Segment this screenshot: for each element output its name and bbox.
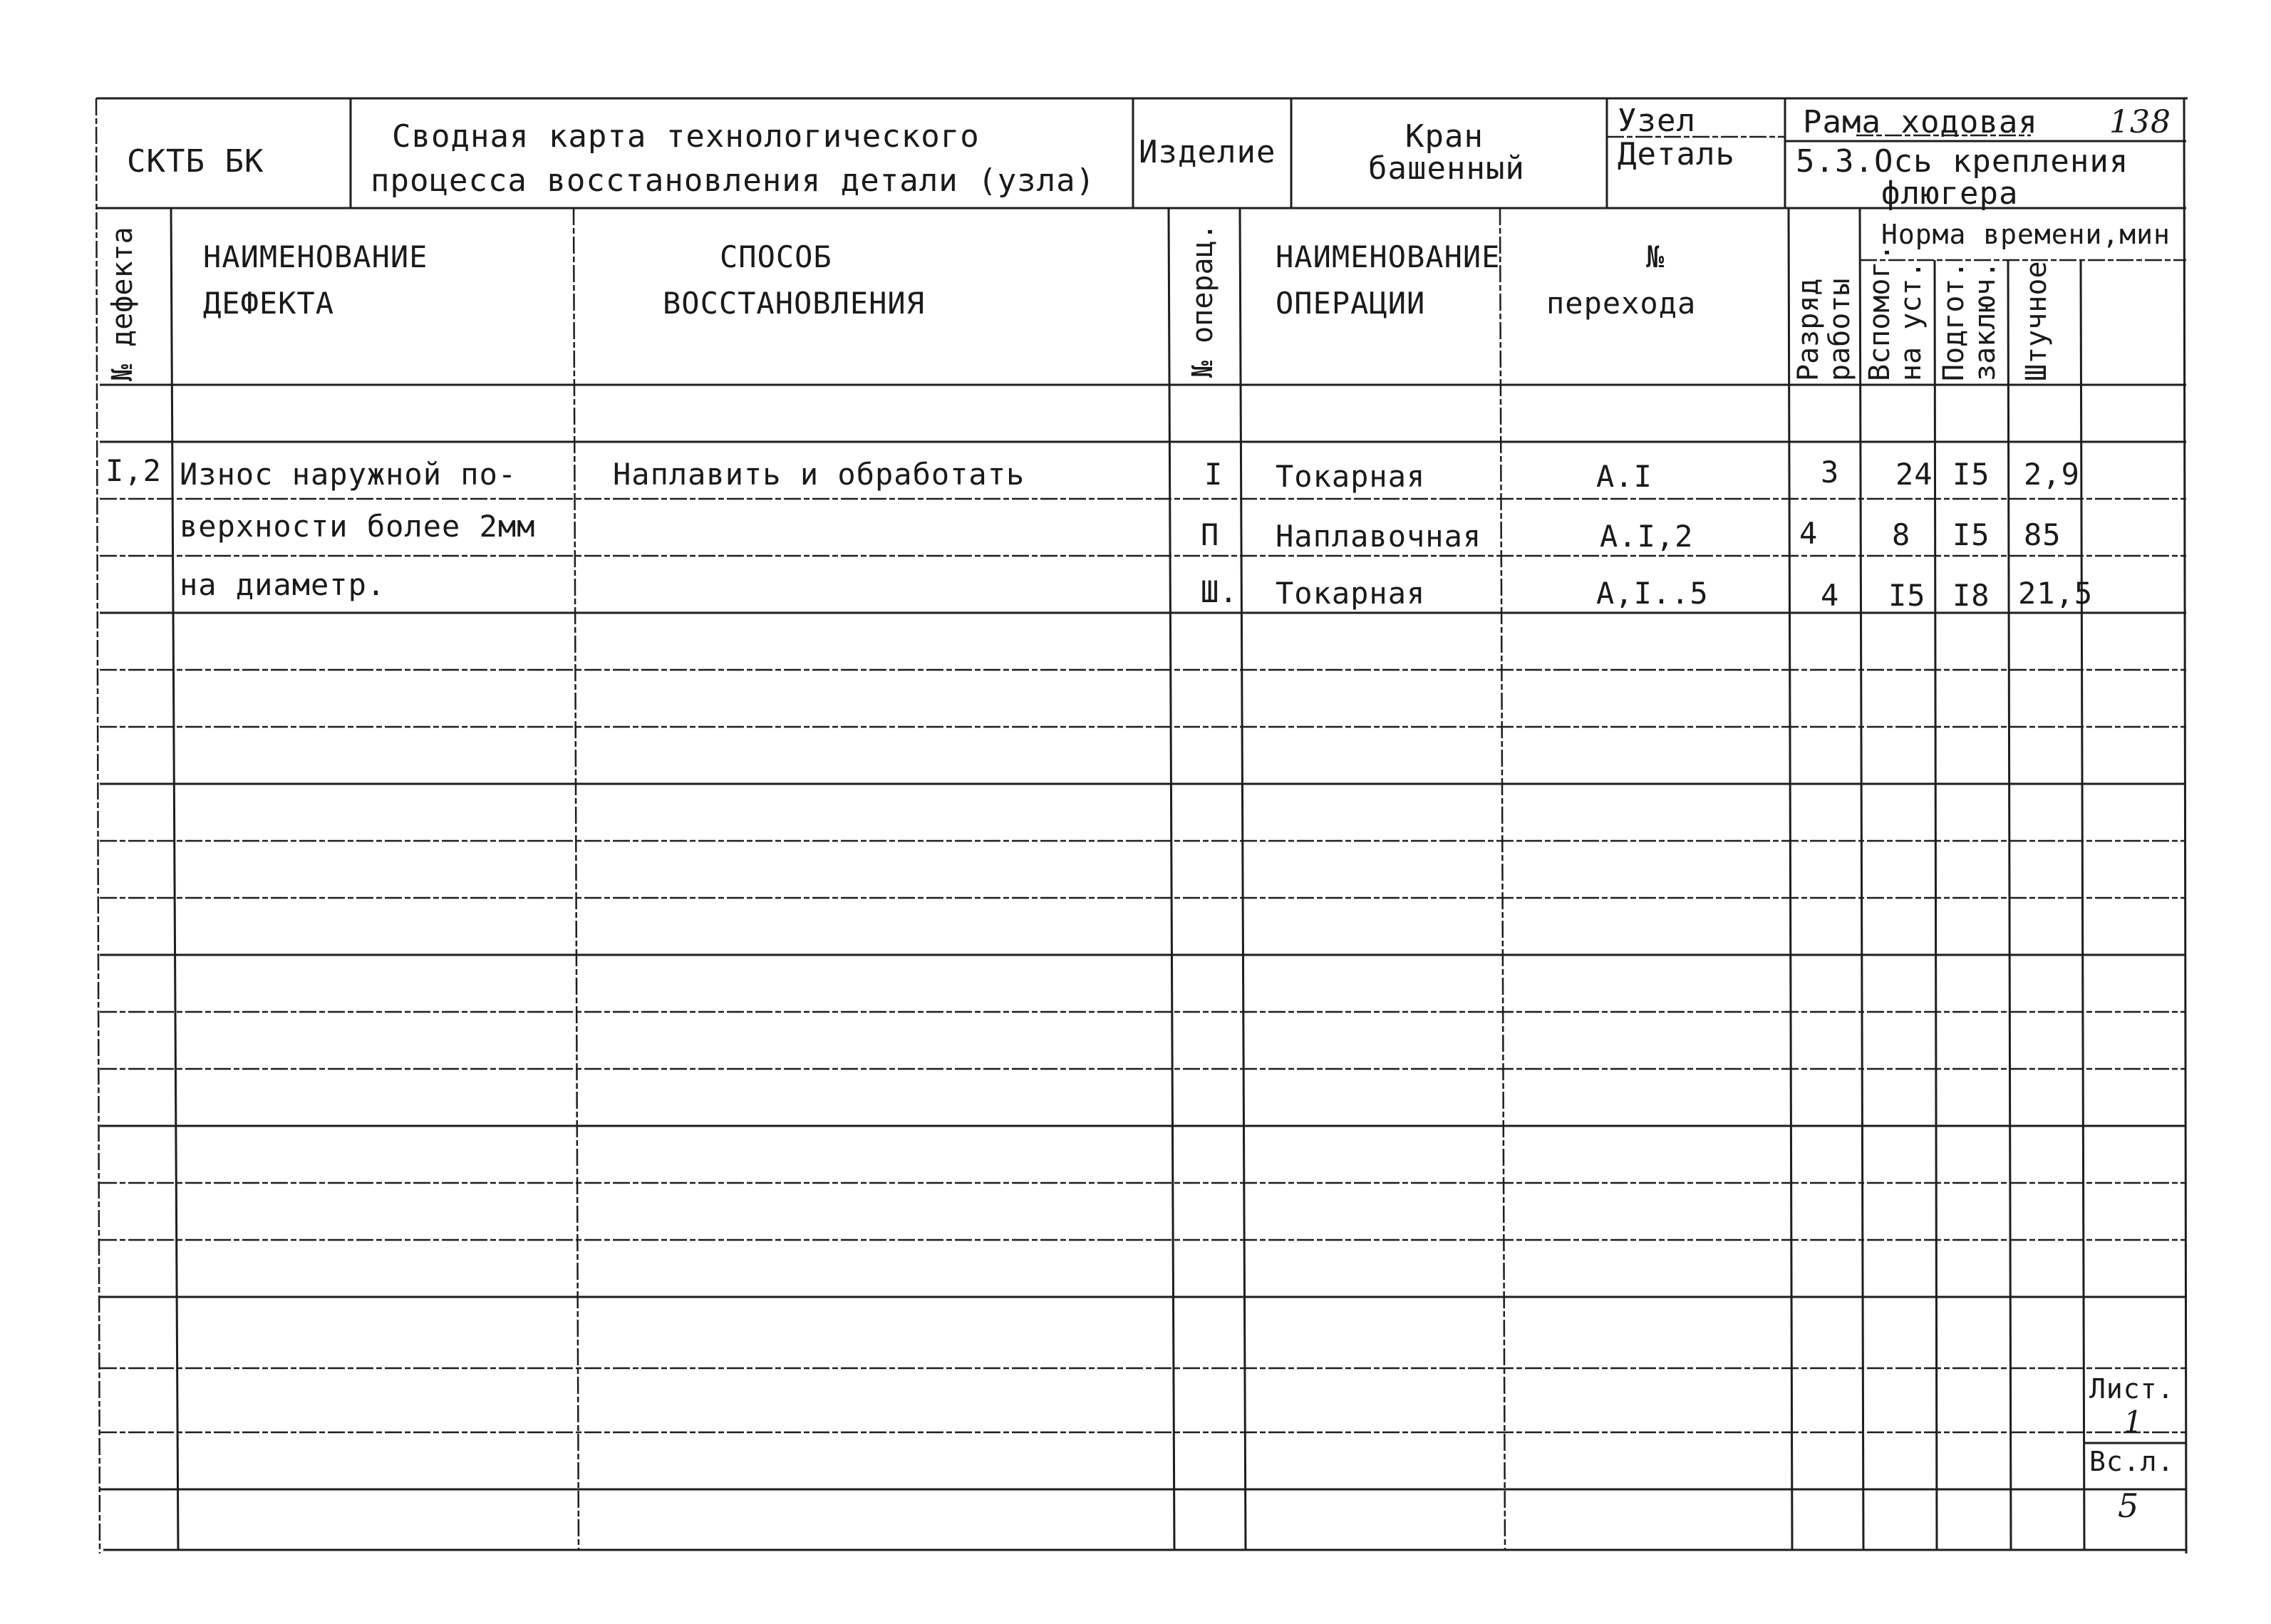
col-sep-7: [1860, 208, 1863, 1550]
row1-transition: А.I: [1596, 459, 1652, 494]
row1-op-no: I: [1204, 457, 1224, 492]
row1-aux: 24: [1895, 457, 1933, 492]
unit-label: Узел: [1618, 103, 1696, 139]
col-sep-9: [2008, 260, 2011, 1550]
row3-transition: А,I..5: [1596, 576, 1709, 611]
col-defect-name-line1: НАИМЕНОВАНИЕ: [203, 239, 428, 274]
sheet-number: 1: [2123, 1405, 2143, 1439]
row3-op-no: Ш.: [1201, 574, 1238, 609]
total-sheets-number: 5: [2118, 1486, 2140, 1525]
col-op-name-line1: НАИМЕНОВАНИЕ: [1276, 239, 1501, 274]
row1-defect-name: Износ наружной по-: [180, 457, 517, 492]
col-sep-1: [171, 208, 178, 1550]
row1-op-name: Токарная: [1276, 459, 1426, 494]
part-value-line1: 5.3.Ось крепления: [1796, 143, 2129, 180]
row1-grade: 3: [1821, 455, 1840, 490]
sheet-label: Лист.: [2089, 1373, 2175, 1405]
row1-prep: I5: [1952, 457, 1990, 492]
card-title-line2: процесса восстановления детали (узла): [371, 162, 1096, 199]
row3-defect-name: на диаметр.: [180, 567, 386, 602]
col-op-no: № операц.: [1186, 223, 1219, 378]
row2-defect-name: верхности более 2мм: [180, 509, 536, 544]
border-right: [2184, 98, 2186, 1553]
part-value-line2: флюгера: [1881, 175, 2019, 212]
row1-method: Наплавить и обработать: [613, 457, 1025, 492]
col-sep-8: [1935, 260, 1937, 1550]
col-defect-name-line2: ДЕФЕКТА: [203, 286, 335, 321]
col-method-line2: ВОССТАНОВЛЕНИЯ: [663, 286, 926, 321]
page-stamp: 138: [2109, 104, 2171, 140]
col-sep-5: [1500, 208, 1505, 1550]
col-op-name-line2: ОПЕРАЦИИ: [1276, 286, 1426, 321]
part-label: Деталь: [1618, 136, 1735, 172]
col-aux-line2: на уст.: [1895, 261, 1928, 381]
org-name: СКТБ БК: [127, 143, 264, 180]
row3-prep: I8: [1952, 578, 1990, 613]
row2-grade: 4: [1799, 516, 1819, 551]
col-transition-line2: перехода: [1546, 286, 1697, 321]
col-aux-line1: Вспомог.: [1863, 244, 1896, 381]
row1-piece: 2,9: [2024, 457, 2080, 492]
row3-piece: 21,5: [2018, 576, 2094, 611]
row3-aux: I5: [1888, 578, 1926, 613]
product-value-line1: Кран: [1405, 118, 1484, 155]
row1-defect-no: I,2: [105, 453, 162, 488]
col-transition-line1: №: [1646, 239, 1665, 274]
border-left: [96, 98, 100, 1553]
product-value-line2: башенный: [1368, 150, 1525, 187]
unit-value: Рама ходовая: [1803, 104, 2038, 140]
row2-aux: 8: [1892, 517, 1911, 552]
col-method-line1: СПОСОБ: [720, 239, 832, 274]
total-sheets-label: Вс.л.: [2089, 1446, 2175, 1477]
col-piece: Штучное: [2020, 261, 2053, 381]
col-defect-no: № дефекта: [106, 227, 139, 381]
col-prep-line1: Подгот.: [1938, 261, 1970, 381]
card-title-line1: Сводная карта технологического: [392, 118, 980, 155]
col-time-norm: Норма времени,мин: [1881, 219, 2171, 250]
row2-op-no: П: [1201, 517, 1220, 552]
row2-piece: 85: [2024, 517, 2062, 552]
row2-prep: I5: [1952, 517, 1990, 552]
col-sep-10: [2081, 260, 2084, 1550]
col-sep-4: [1240, 208, 1246, 1550]
col-sep-2: [574, 208, 579, 1550]
col-prep-line2: заключ.: [1969, 261, 2002, 381]
row2-transition: А.I,2: [1600, 519, 1694, 554]
row3-grade: 4: [1821, 578, 1840, 613]
row3-op-name: Токарная: [1276, 576, 1426, 611]
col-grade-line2: работы: [1823, 278, 1856, 381]
row2-op-name: Наплавочная: [1276, 519, 1482, 554]
col-grade-line1: Разряд: [1792, 278, 1825, 381]
col-sep-3: [1169, 208, 1174, 1550]
product-label: Изделие: [1139, 134, 1276, 170]
col-sep-6: [1789, 208, 1792, 1550]
